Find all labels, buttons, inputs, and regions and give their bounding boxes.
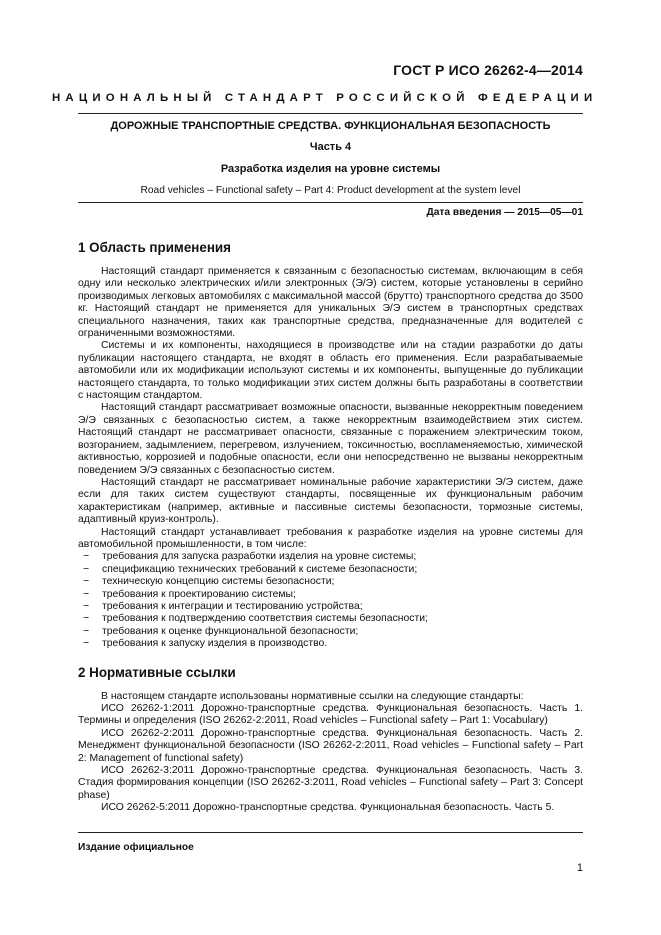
divider-top xyxy=(78,113,583,114)
introduction-date: Дата введения — 2015—05—01 xyxy=(426,207,583,218)
paragraph: Настоящий стандарт устанавливает требования к разработке изделия на уровне системы для автомобильной промышленности, в том числе: xyxy=(78,526,583,550)
section-1-heading: 1 Область применения xyxy=(78,240,231,255)
reference-item: ИСО 26262-3:2011 Дорожно-транспортные средства. Функциональная безопасность. Часть 3. Стадия формирования концепции (ISO 26262-3:2011, Road vehicles – Functional safety – Part 3: Concept phase) xyxy=(78,765,583,801)
reference-item: ИСО 26262-5:2011 Дорожно-транспортные средства. Функциональная безопасность. Часть 5. xyxy=(101,802,555,814)
paragraph: Настоящий стандарт не рассматривает номинальные рабочие характеристики Э/Э систем, даже если для таких систем существуют стандарты, посвященные их функциональным рабочим характеристикам (например, активные и пассивные системы безопасности, тормозные системы, адаптивный круиз-контроль). xyxy=(78,476,583,526)
list-item: − требования к интеграции и тестированию устройства; xyxy=(83,600,363,612)
list-item: − требования к проектированию системы; xyxy=(83,588,296,600)
standard-code: ГОСТ Р ИСО 26262-4—2014 xyxy=(393,62,583,78)
paragraph: Настоящий стандарт рассматривает возможные опасности, вызванные некорректным поведением Э/Э связанных с безопасностью систем, а также некорректным взаимодействием этих систем. Настоящий стандарт не рассматривает опасности, связанные с поражением электрическим током, возгоранием, задымлением, перегревом, излучением, токсичностью, воспламеняемостью, химической активностью, коррозией и подобные опасности, если они непосредственно не вызваны некорректным поведением Э/Э связанных с безопасностью систем. xyxy=(78,402,583,476)
divider-footer xyxy=(78,832,583,833)
title-block xyxy=(78,119,583,197)
document-title: ДОРОЖНЫЕ ТРАНСПОРТНЫЕ СРЕДСТВА. ФУНКЦИОНАЛЬНАЯ БЕЗОПАСНОСТЬ xyxy=(110,120,551,132)
document-subtitle: Разработка изделия на уровне системы xyxy=(220,163,441,175)
reference-item: ИСО 26262-2:2011 Дорожно-транспортные средства. Функциональная безопасность. Часть 2. Менеджмент функциональной безопасности (ISO 26262-2:2011, Road vehicles – Functional safety – Part 2: Management of functional safety) xyxy=(78,727,583,764)
document-title-english: Road vehicles – Functional safety – Part 4: Product development at the system level xyxy=(140,185,521,196)
document-part: Часть 4 xyxy=(309,141,352,153)
list-item: − требования для запуска разработки изделия на уровне системы; xyxy=(83,551,417,563)
edition-label: Издание официальное xyxy=(78,842,194,853)
list-item: − спецификацию технических требований к системе безопасности; xyxy=(83,563,418,575)
list-item: − требования к запуску изделия в производство. xyxy=(83,638,328,650)
paragraph: Системы и их компоненты, находящиеся в производстве или на стадии разработки до даты публикации настоящего стандарта, не входят в область его применения. Если разрабатываемые автомобили или их модификации используют системы и их компоненты, выпущенные до публикации настоящего стандарта, то только модификации этих систем должны быть разработаны в соответствии с настоящим стандартом. xyxy=(78,340,583,402)
list-item: − требования к оценке функциональной безопасности; xyxy=(83,625,359,637)
section-2-heading: 2 Нормативные ссылки xyxy=(78,664,236,680)
paragraph: Настоящий стандарт применяется к связанным с безопасностью системам, включающим в себя одну или несколько электрических и/или электронных (Э/Э) систем, которые установлены в серийно производимых легковых автомобилях с максимальной массой (брутто) транспортного средства до 3500 кг. Настоящий стандарт не применяется для уникальных Э/Э систем в транспортных средствах специального назначения, таких как транспортные средства, предназначенные для водителей с ограниченными возможностями. xyxy=(78,266,583,340)
divider-title xyxy=(78,202,583,203)
list-item: − техническую концепцию системы безопасности; xyxy=(83,576,335,588)
national-standard-banner: НАЦИОНАЛЬНЫЙ СТАНДАРТ РОССИЙСКОЙ ФЕДЕРАЦИИ xyxy=(52,92,598,104)
document-body xyxy=(78,240,583,815)
paragraph: В настоящем стандарте использованы нормативные ссылки на следующие стандарты: xyxy=(101,690,524,702)
list-item: − требования к подтверждению соответствия системы безопасности; xyxy=(83,613,428,625)
reference-item: ИСО 26262-1:2011 Дорожно-транспортные средства. Функциональная безопасность. Часть 1. Термины и определения (ISO 26262-2:2011, Road vehicles – Functional safety – Part 1: Vocabulary) xyxy=(78,703,583,727)
page-number: 1 xyxy=(576,862,583,874)
requirements-list xyxy=(78,551,583,650)
